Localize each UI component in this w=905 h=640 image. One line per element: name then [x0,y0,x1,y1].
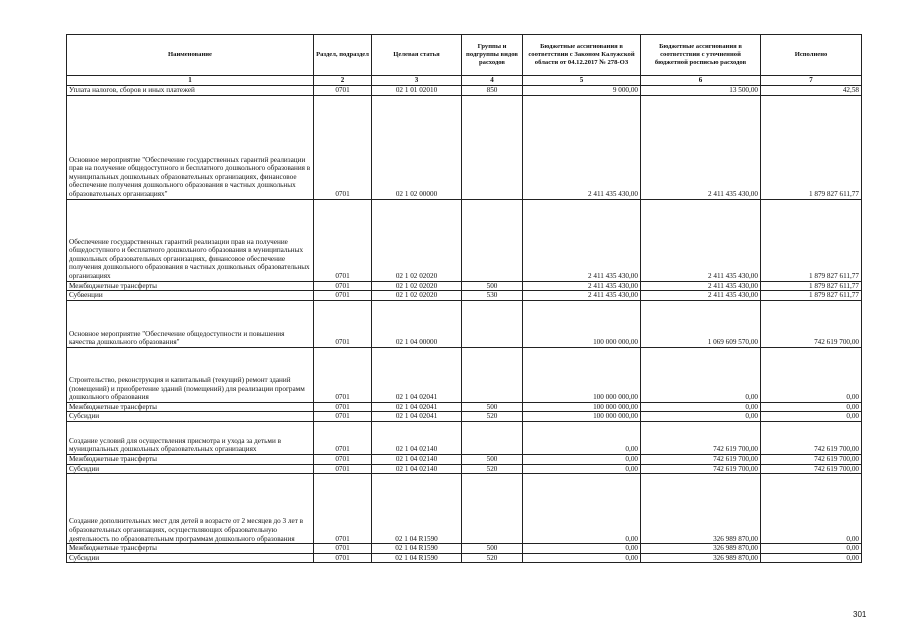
row-section: 0701 [314,474,372,544]
row-executed-amount: 0,00 [761,474,862,544]
row-name: Субсидии [67,412,314,422]
row-roster-amount: 0,00 [641,412,761,422]
row-roster-amount: 326 989 870,00 [641,474,761,544]
table-row [67,553,862,563]
row-target-article: 02 1 04 02041 [372,347,462,402]
row-executed-amount: 42,58 [761,86,862,96]
row-roster-amount: 742 619 700,00 [641,454,761,464]
row-section: 0701 [314,464,372,474]
row-executed-amount: 742 619 700,00 [761,464,862,474]
row-name: Субвенции [67,291,314,301]
header-name: Наименование [67,35,314,76]
row-target-article: 02 1 04 02140 [372,421,462,454]
table-row [67,347,862,402]
row-law-amount: 2 411 435 430,00 [523,95,641,199]
row-expense-group [462,347,523,402]
row-target-article: 02 1 04 R1590 [372,553,462,563]
row-law-amount: 2 411 435 430,00 [523,199,641,281]
row-roster-amount: 2 411 435 430,00 [641,199,761,281]
row-name: Межбюджетные трансферты [67,454,314,464]
table-row [67,464,862,474]
row-expense-group [462,474,523,544]
row-expense-group [462,300,523,347]
row-expense-group: 520 [462,412,523,422]
table-row [67,281,862,291]
column-number: 6 [641,76,761,86]
row-name: Межбюджетные трансферты [67,402,314,412]
row-executed-amount: 1 879 827 611,77 [761,199,862,281]
budget-table [66,34,862,563]
row-name: Основное мероприятие "Обеспечение государственных гарантий реализации прав на получение общедоступного и бесплатного дошкольного образования в муниципальных дошкольных образовательных организациях, финансовое обеспечение получения дошкольного образования в частных дошкольных образовательных организациях" [67,95,314,199]
row-section: 0701 [314,402,372,412]
row-section: 0701 [314,95,372,199]
row-expense-group: 520 [462,464,523,474]
table-row [67,95,862,199]
table-row [67,421,862,454]
row-expense-group: 500 [462,281,523,291]
row-law-amount: 100 000 000,00 [523,402,641,412]
row-law-amount: 9 000,00 [523,86,641,96]
row-roster-amount: 13 500,00 [641,86,761,96]
row-executed-amount: 0,00 [761,347,862,402]
row-target-article: 02 1 01 02010 [372,86,462,96]
column-number: 1 [67,76,314,86]
row-target-article: 02 1 04 R1590 [372,544,462,554]
row-target-article: 02 1 02 02020 [372,291,462,301]
header-law-allocation: Бюджетные ассигнования в соответствии с Законом Калужской области от 04.12.2017 № 278-ОЗ [523,35,641,76]
row-target-article: 02 1 04 02041 [372,412,462,422]
row-roster-amount: 0,00 [641,347,761,402]
table-row [67,402,862,412]
header-executed: Исполнено [761,35,862,76]
table-body [67,86,862,563]
column-number-row [67,76,862,86]
row-roster-amount: 326 989 870,00 [641,553,761,563]
header-target-article: Целевая статья [372,35,462,76]
row-law-amount: 100 000 000,00 [523,412,641,422]
row-name: Уплата налогов, сборов и иных платежей [67,86,314,96]
row-expense-group: 530 [462,291,523,301]
header-roster-allocation: Бюджетные ассигнования в соответствии с уточненной бюджетной росписью расходов [641,35,761,76]
row-executed-amount: 742 619 700,00 [761,300,862,347]
row-executed-amount: 0,00 [761,544,862,554]
row-section: 0701 [314,412,372,422]
column-number: 3 [372,76,462,86]
row-target-article: 02 1 04 02140 [372,464,462,474]
row-roster-amount: 326 989 870,00 [641,544,761,554]
row-law-amount: 2 411 435 430,00 [523,291,641,301]
row-expense-group: 520 [462,553,523,563]
row-executed-amount: 0,00 [761,412,862,422]
row-expense-group [462,199,523,281]
row-name: Субсидии [67,464,314,474]
column-number: 5 [523,76,641,86]
row-law-amount: 2 411 435 430,00 [523,281,641,291]
row-executed-amount: 742 619 700,00 [761,454,862,464]
row-name: Межбюджетные трансферты [67,544,314,554]
table-row [67,474,862,544]
row-roster-amount: 1 069 609 570,00 [641,300,761,347]
row-law-amount: 0,00 [523,464,641,474]
row-section: 0701 [314,553,372,563]
row-section: 0701 [314,347,372,402]
header-row [67,35,862,76]
row-roster-amount: 2 411 435 430,00 [641,95,761,199]
row-expense-group [462,421,523,454]
row-law-amount: 0,00 [523,454,641,464]
row-name: Основное мероприятие "Обеспечение общедоступности и повышения качества дошкольного образования" [67,300,314,347]
row-expense-group: 500 [462,402,523,412]
row-law-amount: 0,00 [523,421,641,454]
row-section: 0701 [314,300,372,347]
row-name: Субсидии [67,553,314,563]
row-roster-amount: 2 411 435 430,00 [641,281,761,291]
row-executed-amount: 0,00 [761,402,862,412]
header-expense-group: Группы и подгруппы видов расходов [462,35,523,76]
page-number: 301 [853,610,867,619]
row-target-article: 02 1 04 00000 [372,300,462,347]
row-section: 0701 [314,291,372,301]
row-section: 0701 [314,454,372,464]
row-executed-amount: 1 879 827 611,77 [761,95,862,199]
column-number: 4 [462,76,523,86]
row-executed-amount: 1 879 827 611,77 [761,281,862,291]
row-target-article: 02 1 02 02020 [372,199,462,281]
row-target-article: 02 1 04 02140 [372,454,462,464]
row-roster-amount: 742 619 700,00 [641,421,761,454]
row-target-article: 02 1 02 02020 [372,281,462,291]
row-executed-amount: 1 879 827 611,77 [761,291,862,301]
row-expense-group [462,95,523,199]
row-name: Создание дополнительных мест для детей в возрасте от 2 месяцев до 3 лет в образовательных организациях, осуществляющих образовательную деятельность по образовательным программам дошкольного образования [67,474,314,544]
row-law-amount: 0,00 [523,553,641,563]
column-number: 7 [761,76,862,86]
table-row [67,86,862,96]
row-law-amount: 100 000 000,00 [523,347,641,402]
row-law-amount: 0,00 [523,544,641,554]
column-number: 2 [314,76,372,86]
table-row [67,454,862,464]
row-section: 0701 [314,544,372,554]
row-roster-amount: 2 411 435 430,00 [641,291,761,301]
row-executed-amount: 0,00 [761,553,862,563]
row-expense-group: 500 [462,544,523,554]
row-roster-amount: 742 619 700,00 [641,464,761,474]
row-executed-amount: 742 619 700,00 [761,421,862,454]
row-name: Создание условий для осуществления присмотра и ухода за детьми в муниципальных дошкольных образовательных организациях [67,421,314,454]
row-target-article: 02 1 02 00000 [372,95,462,199]
row-law-amount: 0,00 [523,474,641,544]
row-expense-group: 850 [462,86,523,96]
table-row [67,199,862,281]
row-expense-group: 500 [462,454,523,464]
row-section: 0701 [314,281,372,291]
row-name: Строительство, реконструкция и капитальный (текущий) ремонт зданий (помещений) и приобретение зданий (помещений) для реализации программ дошкольного образования [67,347,314,402]
header-section: Раздел, подраздел [314,35,372,76]
row-section: 0701 [314,86,372,96]
row-target-article: 02 1 04 02041 [372,402,462,412]
row-law-amount: 100 000 000,00 [523,300,641,347]
row-name: Обеспечение государственных гарантий реализации прав на получение общедоступного и бесплатного дошкольного образования в муниципальных дошкольных образовательных организациях, финансовое обеспечение получения дошкольного образования в частных дошкольных образовательных организациях [67,199,314,281]
row-roster-amount: 0,00 [641,402,761,412]
row-name: Межбюджетные трансферты [67,281,314,291]
row-target-article: 02 1 04 R1590 [372,474,462,544]
table-row [67,291,862,301]
row-section: 0701 [314,199,372,281]
table-row [67,544,862,554]
table-row [67,300,862,347]
row-section: 0701 [314,421,372,454]
table-row [67,412,862,422]
